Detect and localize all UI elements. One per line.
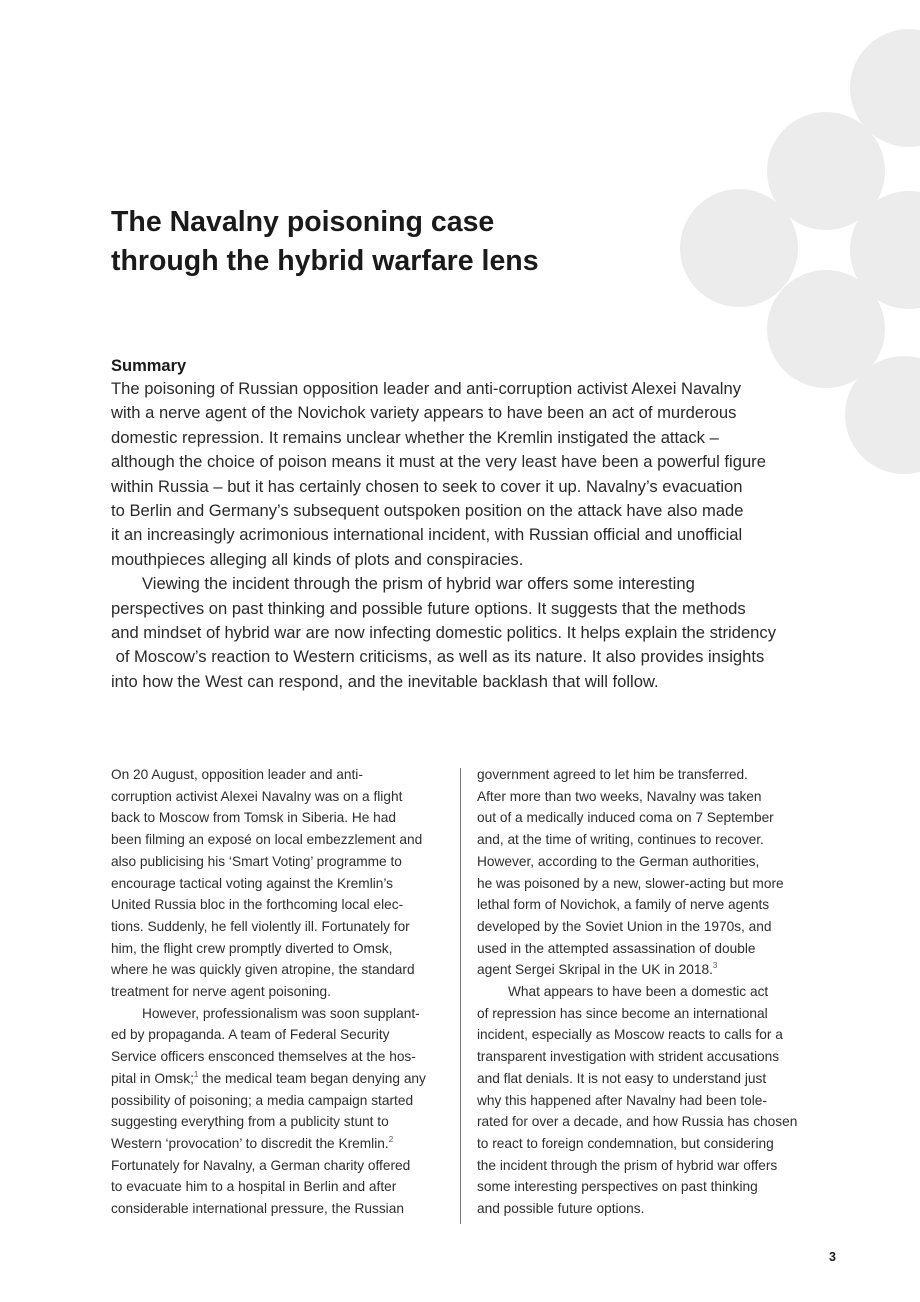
- body-line: why this happened after Navalny had been tole-: [477, 1092, 767, 1108]
- summary-heading: Summary: [111, 357, 187, 375]
- body-line: [477, 959, 822, 981]
- body-line: to react to foreign condemnation, but considering: [477, 1135, 774, 1151]
- body-line: rated for over a decade, and how Russia has chosen: [477, 1114, 798, 1130]
- body-line: possibility of poisoning; a media campaign started: [111, 1092, 414, 1108]
- summary-line: The poisoning of Russian opposition leader and anti-corruption activist Alexei Navalny: [111, 379, 742, 398]
- body-line: [111, 1068, 456, 1090]
- summary-line: of Moscow’s reaction to Western criticisms, as well as its nature. It also provides insights: [111, 647, 765, 667]
- decor-circle: [767, 270, 885, 388]
- body-line: to evacuate him to a hospital in Berlin and after: [111, 1179, 397, 1195]
- body-line-text: Western ‘provocation’ to discredit the Kremlin.: [111, 1135, 389, 1151]
- body-line: On 20 August, opposition leader and anti-: [111, 767, 363, 782]
- body-line: and, at the time of writing, continues to recover.: [477, 832, 764, 848]
- body-line: lethal form of Novichok, a family of nerve agents: [477, 897, 770, 913]
- summary-line: and mindset of hybrid war are now infecting domestic politics. It helps explain the stridency: [111, 623, 777, 643]
- decor-circle: [680, 189, 798, 307]
- title-line: through the hybrid warfare lens: [111, 245, 539, 277]
- body-line-text: pital in Omsk;: [111, 1070, 194, 1086]
- body-line: he was poisoned by a new, slower-acting but more: [477, 875, 784, 891]
- body-line: Service officers ensconced themselves at the hos-: [111, 1049, 416, 1065]
- body-line: government agreed to let him be transferred.: [477, 767, 748, 782]
- body-line: back to Moscow from Tomsk in Siberia. He had: [111, 810, 397, 826]
- summary-line: domestic repression. It remains unclear whether the Kremlin instigated the attack –: [111, 427, 719, 447]
- summary-line: within Russia – but it has certainly chosen to seek to cover it up. Navalny’s evacuation: [111, 476, 743, 496]
- body-column-left: [111, 764, 456, 1220]
- summary-line: with a nerve agent of the Novichok variety appears to have been an act of murderous: [111, 403, 737, 423]
- body-line: encourage tactical voting against the Kremlin’s: [111, 875, 394, 891]
- page-title: [111, 203, 671, 281]
- footnote-ref-1[interactable]: 1: [193, 1069, 199, 1079]
- body-line: used in the attempted assassination of double: [477, 940, 756, 956]
- summary-text: [111, 377, 831, 694]
- body-line: Fortunately for Navalny, a German charity offered: [111, 1157, 411, 1173]
- footnote-ref-2[interactable]: 2: [388, 1134, 394, 1144]
- decor-circle: [767, 112, 885, 230]
- body-line: treatment for nerve agent poisoning.: [111, 984, 331, 1000]
- body-line: United Russia bloc in the forthcoming local elec-: [111, 897, 404, 913]
- title-line: The Navalny poisoning case: [111, 206, 495, 238]
- body-line-text: the medical team began denying any: [198, 1070, 426, 1086]
- body-line: of repression has since become an international: [477, 1005, 768, 1021]
- body-line: [111, 1133, 456, 1155]
- summary-line: although the choice of poison means it must at the very least have been a powerful figure: [111, 452, 766, 472]
- summary-line: Viewing the incident through the prism of hybrid war offers some interesting: [142, 574, 695, 594]
- body-line: tions. Suddenly, he fell violently ill. Fortunately for: [111, 918, 410, 934]
- footnote-ref-3[interactable]: 3: [712, 961, 718, 971]
- body-line: transparent investigation with strident accusations: [477, 1049, 780, 1065]
- body-line: What appears to have been a domestic act: [508, 984, 769, 1000]
- decor-circle: [845, 356, 920, 474]
- body-line: After more than two weeks, Navalny was taken: [477, 788, 762, 804]
- body-line: developed by the Soviet Union in the 1970s, and: [477, 918, 772, 934]
- decor-circle: [850, 191, 920, 309]
- body-column-right: [477, 764, 822, 1220]
- summary-line: it an increasingly acrimonious international incident, with Russian official and unofficial: [111, 525, 743, 545]
- body-line: ed by propaganda. A team of Federal Security: [111, 1027, 390, 1043]
- page-number: 3: [829, 1250, 836, 1264]
- body-line: and possible future options.: [477, 1201, 645, 1217]
- body-line: some interesting perspectives on past thinking: [477, 1179, 758, 1195]
- summary-line: to Berlin and Germany’s subsequent outspoken position on the attack have also made: [111, 501, 744, 521]
- summary-line: perspectives on past thinking and possible future options. It suggests that the methods: [111, 598, 746, 618]
- body-line: been filming an exposé on local embezzlement and: [111, 832, 423, 848]
- body-line: However, professionalism was soon supplant-: [142, 1005, 420, 1021]
- body-line: him, the flight crew promptly diverted to Omsk,: [111, 940, 393, 956]
- body-line-text: agent Sergei Skripal in the UK in 2018.: [477, 962, 713, 978]
- body-line: also publicising his ‘Smart Voting’ programme to: [111, 853, 402, 869]
- body-line: out of a medically induced coma on 7 September: [477, 810, 774, 826]
- body-line: and flat denials. It is not easy to understand just: [477, 1070, 767, 1086]
- body-line: where he was quickly given atropine, the standard: [111, 962, 415, 978]
- body-line: incident, especially as Moscow reacts to calls for a: [477, 1027, 783, 1043]
- summary-line: mouthpieces alleging all kinds of plots and conspiracies.: [111, 549, 524, 569]
- body-line: the incident through the prism of hybrid war offers: [477, 1157, 778, 1173]
- decor-circle: [850, 29, 920, 147]
- body-line: corruption activist Alexei Navalny was on a flight: [111, 788, 403, 804]
- column-divider: [460, 768, 461, 1224]
- body-line: However, according to the German authorities,: [477, 853, 760, 869]
- body-line: considerable international pressure, the Russian: [111, 1201, 404, 1217]
- summary-line: into how the West can respond, and the inevitable backlash that will follow.: [111, 671, 659, 691]
- body-line: suggesting everything from a publicity stunt to: [111, 1114, 389, 1130]
